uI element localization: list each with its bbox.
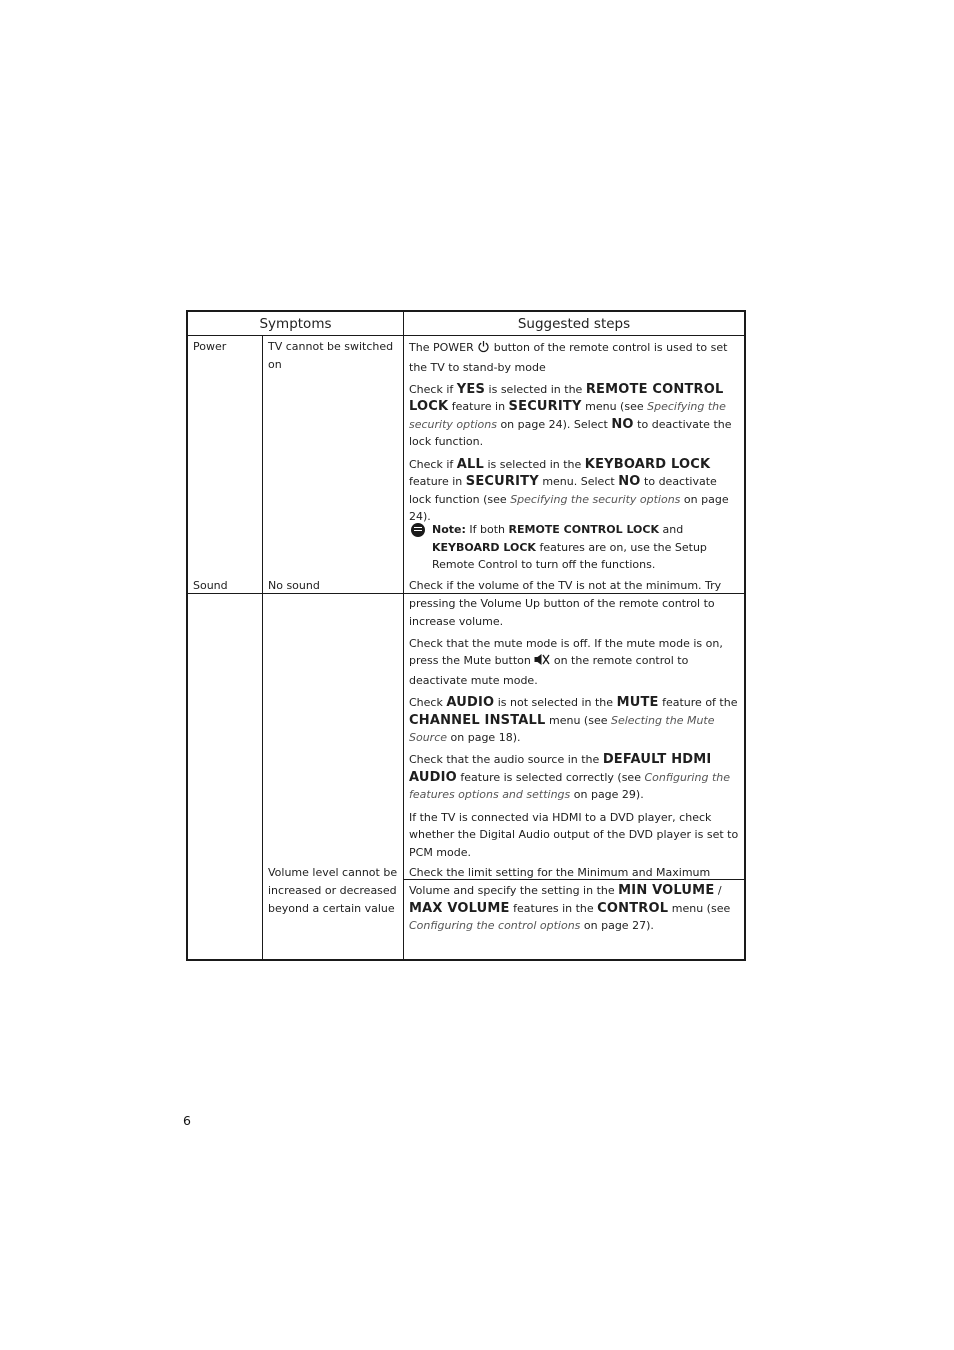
step-mute-off: Check that the mute mode is off. If the mute mode is on, press the Mute button on the remote control to deactivate mute mode. bbox=[409, 636, 723, 687]
symptom-tv-cannot-switch-on: TV cannot be switched on bbox=[268, 340, 394, 371]
troubleshooting-table bbox=[186, 310, 746, 961]
step-power-button: The POWER button of the remote control is used to set the TV to stand-by mode bbox=[409, 341, 728, 374]
power-icon bbox=[477, 340, 490, 359]
sound-steps bbox=[409, 595, 741, 866]
page-reference: Specifying the security options bbox=[510, 492, 681, 506]
page-reference: Configuring the control options bbox=[409, 919, 581, 933]
category-sound: Sound bbox=[193, 579, 228, 592]
symptom-no-sound: No sound bbox=[268, 579, 320, 592]
step-volume-up: pressing the Volume Up button of the remote control to increase volume. bbox=[409, 597, 715, 628]
page-number: 6 bbox=[183, 1113, 191, 1128]
page-reference: Configuring the features options and settings bbox=[409, 770, 730, 802]
symptom-volume-level-cont: increased or decreased beyond a certain value bbox=[268, 884, 397, 915]
mute-icon bbox=[534, 653, 550, 672]
step-default-hdmi-audio: Check that the audio source in the DEFAULT HDMI AUDIO feature is selected correctly (see Configuring the features options and settings on page 29). bbox=[409, 752, 730, 802]
column-divider bbox=[403, 312, 404, 959]
step-volume-minimum-line: Check if the volume of the TV is not at the minimum. Try bbox=[409, 579, 722, 592]
step-keyboard-lock: Check if ALL is selected in the KEYBOARD LOCK feature in SECURITY menu. Select NO to deactivate lock function (see Specifying the security options on page 24). bbox=[409, 456, 729, 524]
step-mute-source: Check AUDIO is not selected in the MUTE feature of the CHANNEL INSTALL menu (see Selecting the Mute Source on page 18). bbox=[409, 694, 738, 745]
symptom-volume-level-line: Volume level cannot be bbox=[268, 866, 398, 879]
column-divider bbox=[262, 336, 263, 959]
header-suggested-steps: Suggested steps bbox=[517, 316, 631, 332]
page-reference: Selecting the Mute Source bbox=[409, 713, 715, 745]
step-limit-setting-line: Check the limit setting for the Minimum and Maximum bbox=[409, 866, 711, 879]
note-icon bbox=[411, 523, 425, 537]
note-both-locks: Note: If both REMOTE CONTROL LOCK and KEYBOARD LOCK features are on, use the Setup Remote Control to turn off the functions. bbox=[432, 523, 707, 572]
page-reference: Specifying the security options bbox=[409, 400, 726, 431]
power-steps bbox=[409, 339, 739, 530]
step-min-max-volume: Volume and specify the setting in the MIN VOLUME / MAX VOLUME features in the CONTROL menu (see Configuring the control options on page 27). bbox=[409, 883, 731, 933]
category-power: Power bbox=[193, 340, 227, 353]
step-remote-control-lock: Check if YES is selected in the REMOTE CONTROL LOCK feature in SECURITY menu (see Specifying the security options on page 24). Select NO to deactivate the lock function. bbox=[409, 381, 732, 449]
step-hdmi-pcm: If the TV is connected via HDMI to a DVD player, check whether the Digital Audio output of the DVD player is set to PCM mode. bbox=[409, 810, 739, 859]
header-symptoms: Symptoms bbox=[259, 316, 332, 332]
